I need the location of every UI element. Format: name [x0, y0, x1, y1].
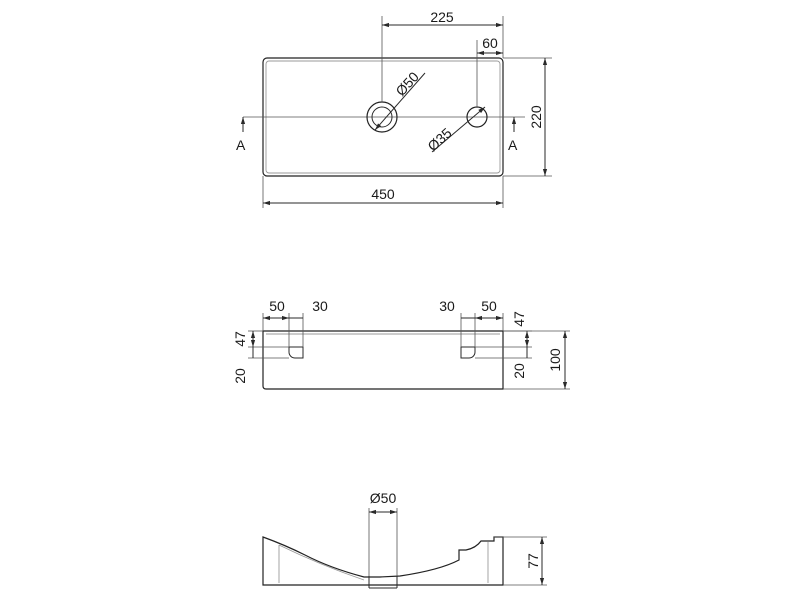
- dim-label-tap-diameter: Ø35: [424, 124, 455, 155]
- section-label-left: A: [236, 137, 246, 153]
- dim-label-waste-diameter: Ø50: [392, 68, 422, 100]
- top-view: [236, 9, 552, 208]
- dim-label-220: 220: [528, 105, 544, 129]
- dim-label-left-30: 30: [312, 298, 328, 314]
- dim-label-right-47: 47: [511, 311, 527, 327]
- dim-label-450: 450: [371, 186, 395, 202]
- dim-label-60: 60: [482, 35, 498, 51]
- dim-label-right-30: 30: [439, 298, 455, 314]
- dim-label-section-diameter: Ø50: [369, 490, 397, 506]
- section-label-right: A: [508, 137, 518, 153]
- section-view: [263, 490, 547, 588]
- right-mounting-slot: [461, 347, 475, 358]
- dim-label-left-50: 50: [269, 298, 285, 314]
- side-view: [232, 298, 570, 389]
- basin-section-outline: [263, 537, 503, 585]
- dim-label-left-20: 20: [232, 368, 248, 384]
- basin-side-outline: [263, 331, 503, 389]
- dim-label-225: 225: [430, 9, 454, 25]
- left-mounting-slot: [289, 347, 303, 358]
- dim-label-100: 100: [547, 348, 563, 372]
- dim-label-right-20: 20: [511, 363, 527, 379]
- dim-label-77: 77: [525, 553, 541, 569]
- dim-label-right-50: 50: [481, 298, 497, 314]
- dim-label-left-47: 47: [232, 331, 248, 347]
